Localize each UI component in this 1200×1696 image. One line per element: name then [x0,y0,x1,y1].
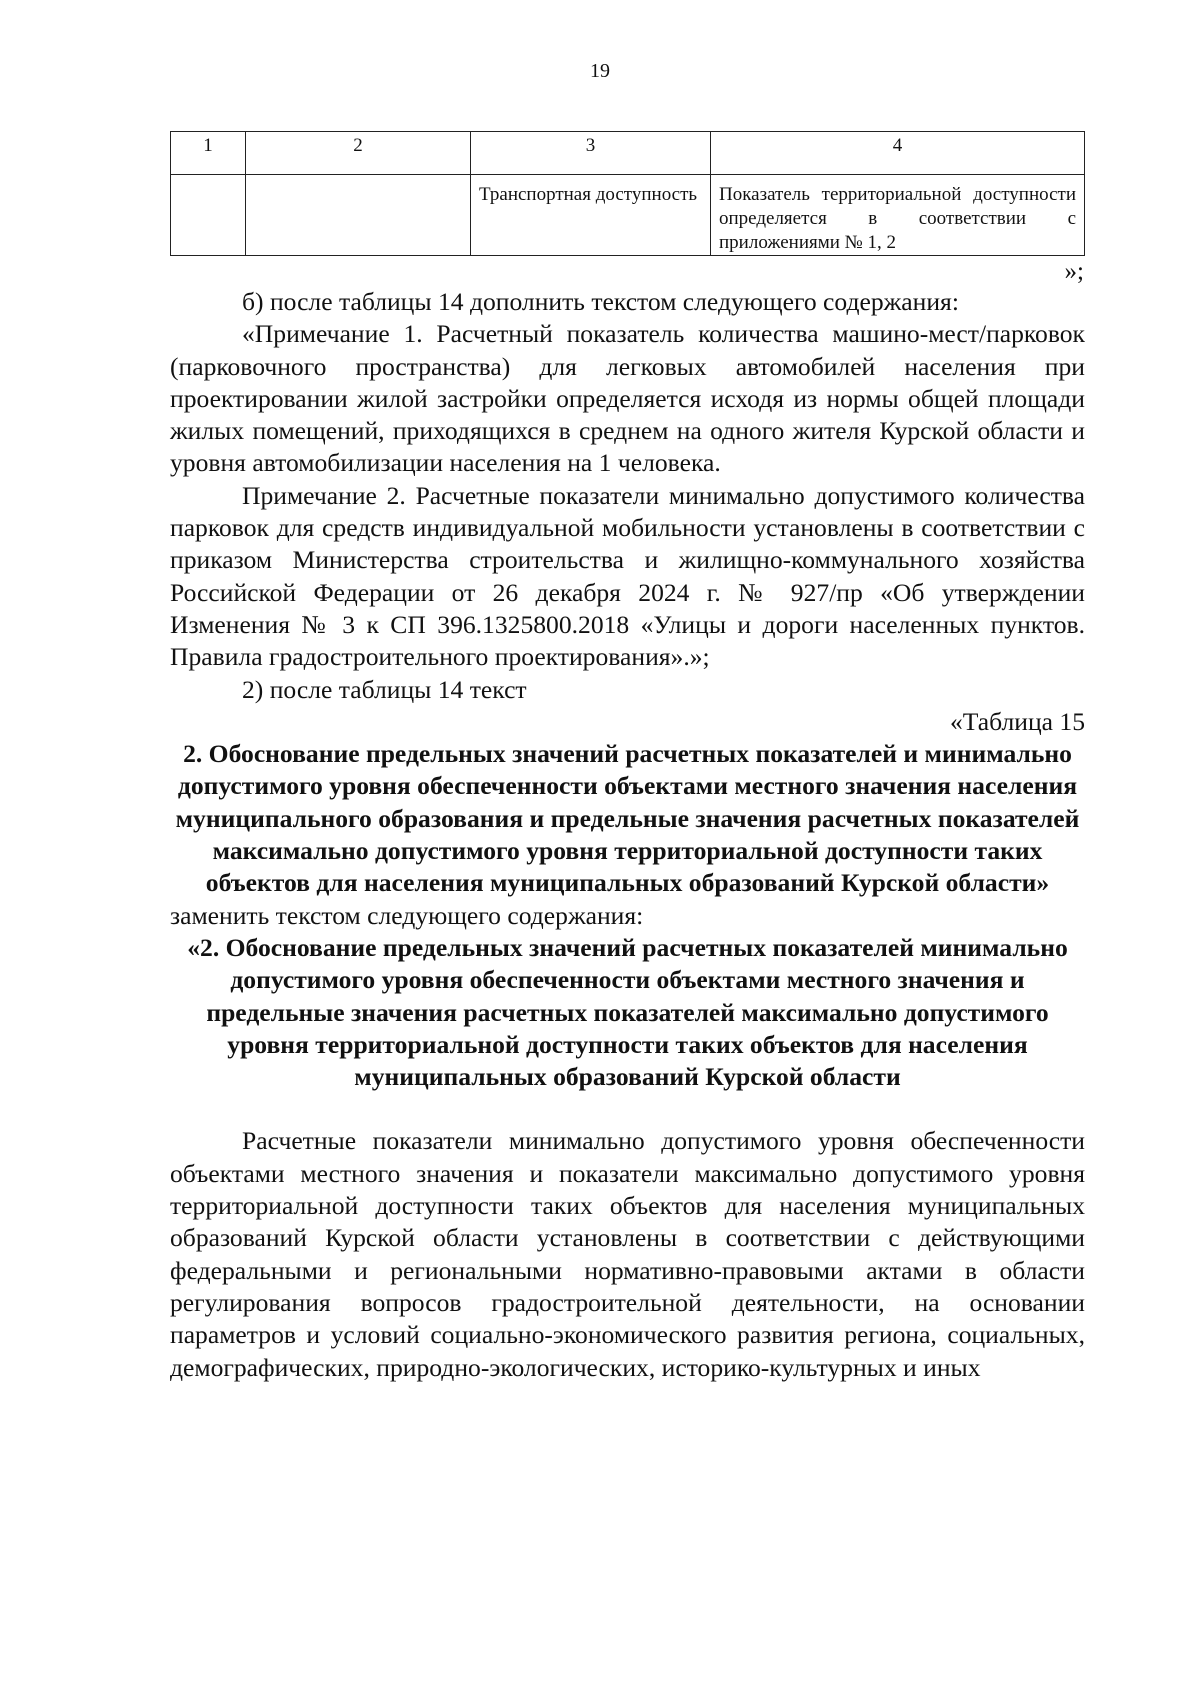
old-section-heading: 2. Обоснование предельных значений расчетных показателей и минимально допустимого уровня обеспеченности объектами местного значения населения муниципального образования и предельные значения расчетных показателей максимально допустимого уровня территориальной доступности таких объектов для населения муниципальных образований Курской области» [175,739,1080,898]
new-section-heading: «2. Обоснование предельных значений расчетных показателей минимально допустимого уровня обеспеченности объектами местного значения и предельные значения расчетных показателей максимально допустимого уровня территориальной доступности таких объектов для населения муниципальных образований Курской области [187,932,1068,1092]
paragraph-note-1: «Примечание 1. Расчетный показатель количества машино-мест/парковок (парковочного пространства) для легковых автомобилей населения при проектировании жилой застройки определяется исходя из нормы общей площади жилых помещений, приходящихся в среднем на одного жителя Курской области и уровня автомобилизации населения на 1 человека. [170,319,1085,478]
table-row [171,175,1085,256]
table-header-cell-3: 3 [471,132,711,175]
paragraph-amendment-b: б) после таблицы 14 дополнить текстом следующего содержания: [242,287,959,316]
table-header-row [171,132,1085,175]
table-cell-col2 [246,175,471,256]
document-body [170,286,1085,1384]
table-header-cell-2: 2 [246,132,471,175]
table-cell-description: Показатель территориальной доступности определяется в соответствии с приложениями № 1, 2 [711,175,1085,256]
table-header-cell-4: 4 [711,132,1085,175]
paragraph-body: Расчетные показатели минимально допустимого уровня обеспеченности объектами местного значения и показатели максимально допустимого уровня территориальной доступности таких объектов для населения муниципальных образований Курской области установлены в соответствии с действующими федеральными и региональными нормативно-правовыми актами в области регулирования вопросов градостроительной деятельности, на основании параметров и условий социально-экономического развития региона, социальных, демографических, природно-экологических, историко-культурных и иных [170,1126,1085,1382]
paragraph-replace: заменить текстом следующего содержания: [170,900,644,930]
paragraph-amendment-2: 2) после таблицы 14 текст [242,674,527,704]
continuation-table [170,131,1085,256]
table-closing-quote: »; [1064,258,1084,285]
table-15-label: «Таблица 15 [949,706,1085,736]
table-header-cell-1: 1 [171,132,246,175]
page-number: 19 [590,60,610,82]
table-cell-indicator: Транспортная доступность [471,175,711,256]
spacer [170,1093,1085,1125]
table-cell-col1 [171,175,246,256]
paragraph-note-2: Примечание 2. Расчетные показатели минимально допустимого количества парковок для средств индивидуальной мобильности установлены в соответствии с приказом Министерства строительства и жилищно-коммунального хозяйства Российской Федерации от 26 декабря 2024 г. № 927/пр «Об утверждении Изменения № 3 к СП 396.1325800.2018 «Улицы и дороги населенных пунктов. Правила градостроительного проектирования».»; [170,480,1085,672]
